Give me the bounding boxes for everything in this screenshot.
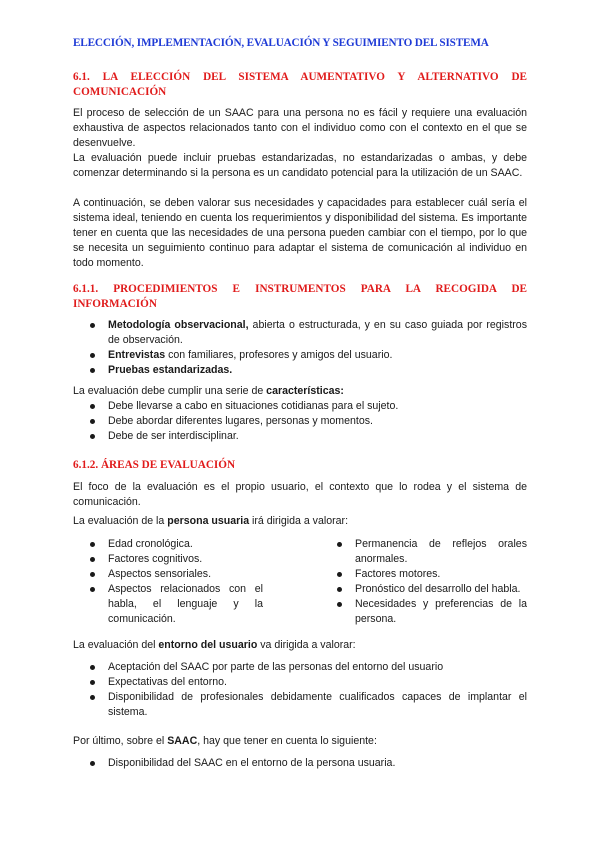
section-6-1-1-heading [73,282,527,312]
list-item-text: Aspectos relacionados con el habla, el lenguaje y la comunicación. [108,583,263,625]
bullet-icon [90,695,95,700]
list-item-text: Factores cognitivos. [108,553,203,565]
bullet-icon [90,419,95,424]
entorno-intro [73,638,527,653]
bullet-icon [337,587,342,592]
section-6-1-heading [73,70,527,100]
saac-intro-bold: SAAC [167,735,198,747]
section-6-1-2-intro: El foco de la evaluación es el propio usuario, el contexto que lo rodea y el sistema de comunicación. [73,481,527,508]
persona-list-left [88,537,263,627]
list-item-text: Disponibilidad de profesionales debidamente cualificados capaces de implantar el sistema. [108,691,527,718]
list-item-text: Factores motores. [355,568,441,580]
bullet-icon [337,542,342,547]
list-item-text: Edad cronológica. [108,538,193,550]
list-item [335,597,527,627]
list-item [88,363,527,378]
saac-intro [73,734,527,749]
list-item [88,756,527,771]
characteristics-intro-text: La evaluación debe cumplir una serie de [73,385,267,397]
list-item-text: con familiares, profesores y amigos del usuario. [165,349,393,361]
section-6-1-heading-line1: 6.1. LA ELECCIÓN DEL SISTEMA AUMENTATIVO Y ALTERNATIVO DE [73,71,527,83]
bullet-icon [90,665,95,670]
entorno-intro-text-end: va dirigida a valorar: [257,639,356,651]
section-6-1-para-3: A continuación, se deben valorar sus necesidades y capacidades para establecer cuál sería el sistema ideal, teniendo en cuenta los requerimientos y disponibilidad del sistema. Es importante tener en cuenta que las necesidades de una persona pueden cambiar con el tiempo, por lo que se necesita un seguimiento continuo para adaptar el sistema de comunicación al individuo en todo momento. [73,197,527,269]
saac-intro-text-end: , hay que tener en cuenta lo siguiente: [197,735,377,747]
persona-intro-text-end: irá dirigida a valorar: [249,515,349,527]
bullet-icon [90,761,95,766]
section-6-1-para-1: El proceso de selección de un SAAC para una persona no es fácil y requiere una evaluación exhaustiva de aspectos relacionados tanto con el individuo como con el contexto en el que se desenvuelve. [73,107,527,149]
list-item-bold: Pruebas estandarizadas. [108,364,233,376]
entorno-list [88,660,527,720]
list-item [88,348,527,363]
bullet-icon [90,542,95,547]
persona-intro-bold: persona usuaria [167,515,250,527]
list-item [335,582,527,597]
bullet-icon [337,602,342,607]
list-item-text: Debe abordar diferentes lugares, personas y momentos. [108,415,373,427]
list-item-text: abierta o estructurada, y en su caso guiada por registros de observación. [108,319,527,346]
list-item [88,429,527,444]
saac-list [88,756,527,771]
section-6-1-1-heading-line2: INFORMACIÓN [73,298,157,310]
entorno-intro-text: La evaluación del [73,639,159,651]
bullet-icon [337,572,342,577]
list-item-text: Expectativas del entorno. [108,676,227,688]
list-item-text: Debe llevarse a cabo en situaciones cotidianas para el sujeto. [108,400,399,412]
list-item [88,414,527,429]
characteristics-intro [73,384,527,399]
list-item-text: Disponibilidad del SAAC en el entorno de la persona usuaria. [108,757,396,769]
list-item [88,399,527,414]
list-item [88,660,527,675]
list-item [88,690,527,720]
persona-list-right [335,537,527,627]
bullet-icon [90,323,95,328]
list-item-text: Aspectos sensoriales. [108,568,212,580]
list-item [335,537,527,567]
section-6-1-1-heading-line1: 6.1.1. PROCEDIMIENTOS E INSTRUMENTOS PARA LA RECOGIDA DE [73,283,527,295]
methods-list [88,318,527,378]
list-item [88,675,527,690]
list-item-text: Pronóstico del desarrollo del habla. [355,583,521,595]
list-item-text: Debe de ser interdisciplinar. [108,430,239,442]
list-item-text: Aceptación del SAAC por parte de las personas del entorno del usuario [108,661,444,673]
saac-intro-text: Por último, sobre el [73,735,168,747]
bullet-icon [90,434,95,439]
bullet-icon [90,557,95,562]
list-item-text: Necesidades y preferencias de la persona. [355,598,527,625]
persona-intro [73,514,527,529]
list-item-text: Permanencia de reflejos orales anormales. [355,538,527,565]
section-6-1-2-heading: 6.1.2. ÁREAS DE EVALUACIÓN [73,459,236,471]
entorno-intro-bold: entorno del usuario [158,639,258,651]
bullet-icon [90,680,95,685]
persona-intro-text: La evaluación de la [73,515,168,527]
list-item [88,567,263,582]
list-item [88,318,527,348]
document-title: ELECCIÓN, IMPLEMENTACIÓN, EVALUACIÓN Y SEGUIMIENTO DEL SISTEMA [73,37,489,49]
list-item-bold: Metodología observacional, [108,319,249,331]
characteristics-list [88,399,527,444]
characteristics-intro-bold: características: [266,385,344,397]
section-6-1-para-2: La evaluación puede incluir pruebas estandarizadas, no estandarizadas o ambas, y debe comenzar determinando si la persona es un candidato potencial para la utilización de un SAAC. [73,152,527,179]
bullet-icon [90,587,95,592]
bullet-icon [90,404,95,409]
list-item [335,567,527,582]
bullet-icon [90,368,95,373]
list-item [88,537,263,552]
list-item-bold: Entrevistas [108,349,166,361]
section-6-1-heading-line2: COMUNICACIÓN [73,86,167,98]
bullet-icon [90,572,95,577]
list-item [88,582,263,627]
bullet-icon [90,353,95,358]
list-item [88,552,263,567]
